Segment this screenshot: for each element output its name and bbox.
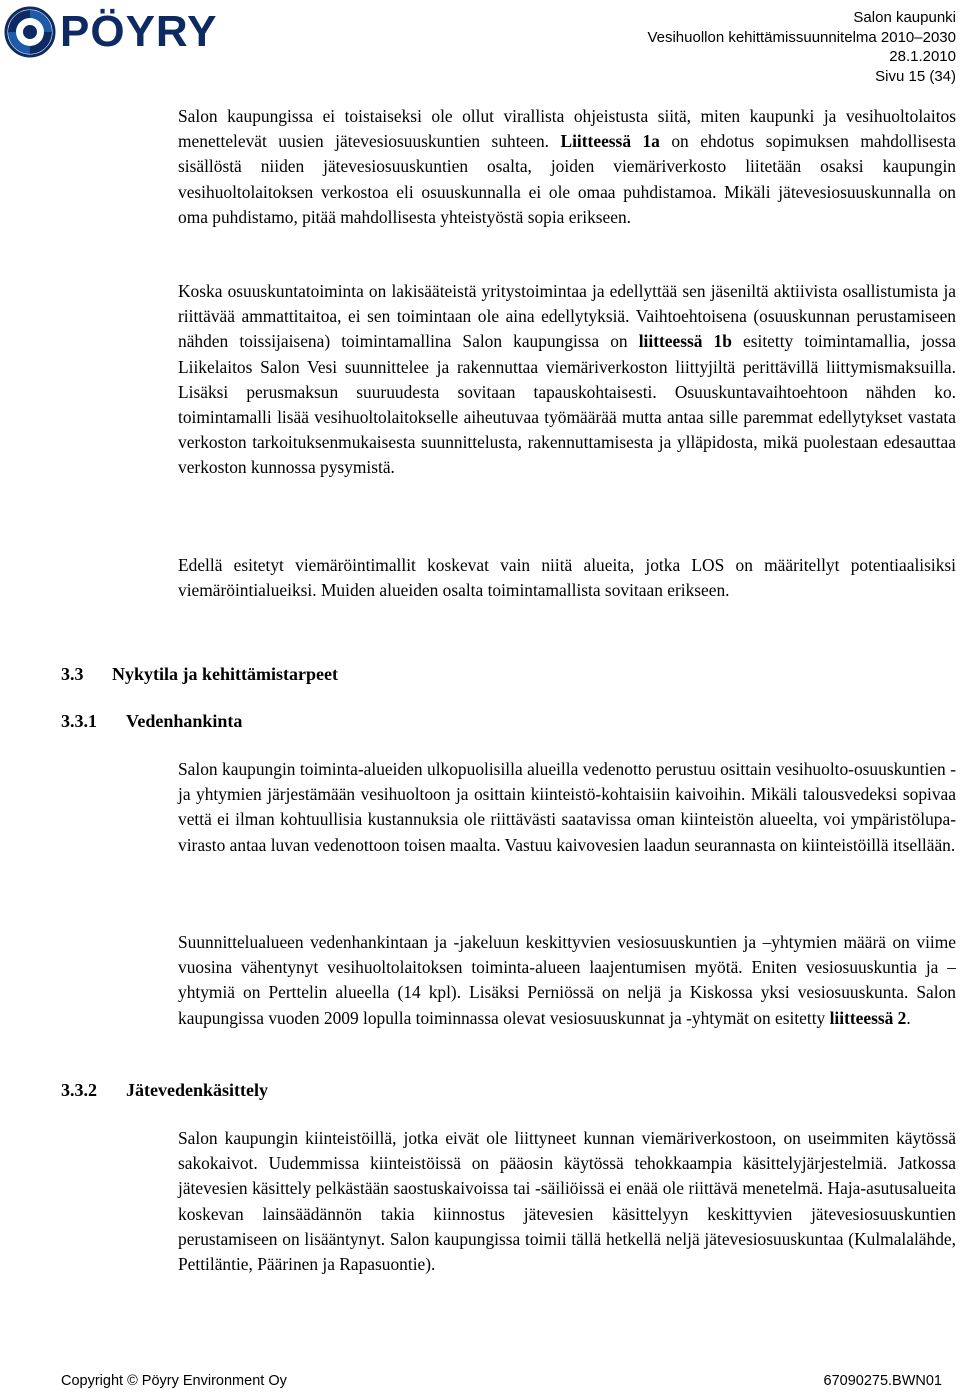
paragraph-6: Salon kaupungin kiinteistöillä, jotka eivät ole liittyneet kunnan viemäriverkostoon, on useimmiten käytössä sakokaivot. Uudemmissa kiinteistöissä on pääosin käytössä tehokkaampia käsittelyjärjestelmiä. Jatkossa jätevesien käsittely pelkästään saostuskaivoissa tai -säiliöissä ei enää ole riittävä menetelmä. Haja-asutusalueita koskevan lainsäädännön takia kiinnostus jätevesien käsittelyyn keskittyvien jätevesiosuuskuntien perustamiseen on lisääntynyt. Salon kaupungissa toimii tällä hetkellä neljä jätevesiosuuskuntaa (Kulmalalähde, Pettiläntie, Päärinen ja Rapasuontie). bbox=[178, 1128, 956, 1275]
section-title: Nykytila ja kehittämistarpeet bbox=[112, 664, 338, 684]
paragraph-2 bbox=[178, 279, 956, 481]
paragraph-2-text-c: esitetty toimintamallia, jossa Liikelaitos Salon Vesi suunnittelee ja rakennuttaa viemäriverkoston liittyjiltä perittävillä liittymismaksuilla. Lisäksi perusmaksun suuruudesta sovitaan tapauskohtaisesti. Osuuskuntavaihtoehtoon nähden ko. toimintamalli lisää vesihuoltolaitokselle aiheutuvaa työmäärää mutta antaa sille paremmat edellytykset vastata verkoston tarkoituksenmukaisesta suunnittelusta, rakennuttamisesta ja ylläpidosta, mikä puolestaan edesauttaa verkoston kunnossa pysymistä. bbox=[178, 331, 956, 478]
paragraph-1-text-a: Salon kaupungissa ei toistaiseksi ole ollut virallista ohjeistusta siitä, miten kaupunki ja vesihuoltolaitos menettelevät uusien jätevesiosuuskuntien suhteen. bbox=[178, 106, 956, 152]
appendix-ref-1b: liitteessä 1b bbox=[638, 331, 732, 352]
paragraph-4: Salon kaupungin toiminta-alueiden ulkopuolisilla alueilla vedenotto perustuu osittain vesihuolto-osuuskuntien -ja yhtymien järjestämään vesihuoltoon ja osittain kiinteistö-kohtaisiin kaivoihin. Mikäli talousvedeksi sopivaa vettä ei ilman kohtuullisia kustannuksia ole riittävästi saatavissa oman kiinteistön alueelta, voi ympäristölupa-virasto antaa luvan vedenottoon toisen maalta. Vastuu kaivovesien laadun seurannasta on kiinteistöillä itsellään. bbox=[178, 759, 956, 855]
document-date: 28.1.2010 bbox=[889, 48, 956, 65]
document-header bbox=[647, 8, 956, 86]
paragraph-1-text-c: on ehdotus sopimuksen mahdollisesta sisällöstä niiden jätevesiosuuskuntien osalta, joiden viemäriverkosto liitetään osaksi kaupungin vesihuoltolaitoksen verkostoa eli osuuskunnalla ei ole omaa puhdistamoa. Mikäli jätevesiosuuskunnalla on oma puhdistamo, pitää mahdollisesta yhteistyöstä sopia erikseen. bbox=[178, 131, 956, 227]
section-title: Vedenhankinta bbox=[126, 711, 243, 731]
section-heading-3-3-1 bbox=[61, 710, 242, 732]
paragraph-5-text-a: Suunnittelualueen vedenhankintaan ja -jakeluun keskittyvien vesiosuuskuntien ja –yhtymien määrä on viime vuosina vähentynyt vesihuoltolaitoksen toiminta-alueen laajentumisen myötä. Eniten vesiosuuskuntia ja –yhtymiä on Perttelin alueella (14 kpl). Lisäksi Perniössä on neljä ja Kiskossa yksi vesiosuuskunta. Salon kaupungissa vuoden 2009 lopulla toiminnassa olevat vesiosuuskunnat ja -yhtymät on esitetty bbox=[178, 932, 956, 1028]
appendix-ref-1a: Liitteessä 1a bbox=[560, 131, 660, 152]
section-number: 3.3.2 bbox=[61, 1080, 97, 1100]
section-title: Jätevedenkäsittely bbox=[126, 1080, 268, 1100]
appendix-ref-2: liitteessä 2 bbox=[829, 1007, 907, 1028]
section-number: 3.3.1 bbox=[61, 711, 97, 731]
paragraph-3: Edellä esitetyt viemäröintimallit koskevat vain niitä alueita, jotka LOS on määritellyt potentiaalisiksi viemäröintialueiksi. Muiden alueiden osalta toimintamallista sovitaan erikseen. bbox=[178, 555, 956, 601]
section-heading-3-3-2 bbox=[61, 1079, 268, 1101]
section-number: 3.3 bbox=[61, 664, 84, 684]
document-title: Vesihuollon kehittämissuunnitelma 2010–2030 bbox=[647, 28, 956, 46]
footer-copyright: Copyright © Pöyry Environment Oy bbox=[61, 1373, 287, 1389]
paragraph-1 bbox=[178, 104, 956, 230]
client-name: Salon kaupunki bbox=[853, 9, 956, 26]
logo-wordmark: PÖYRY bbox=[60, 7, 218, 56]
paragraph-5-text-c: . bbox=[906, 1007, 911, 1028]
paragraph-2-text-a: Koska osuuskuntatoiminta on lakisääteistä yritystoimintaa ja edellyttää sen jäseniltä aktiivista osallistumista ja riittävää ammattitaitoa, ei sen toimintaan ole aina edellytyksiä. Vaihtoehtoisena (osuuskunnan perustamiseen nähden toissijaisena) toimintamallina Salon kaupungissa on bbox=[178, 281, 956, 352]
poyry-logo-icon bbox=[4, 6, 56, 58]
footer-document-code: 67090275.BWN01 bbox=[823, 1373, 942, 1389]
paragraph-5 bbox=[178, 930, 956, 1031]
section-heading-3-3 bbox=[61, 663, 338, 685]
poyry-logo bbox=[4, 6, 217, 58]
page-number: Sivu 15 (34) bbox=[875, 67, 956, 85]
